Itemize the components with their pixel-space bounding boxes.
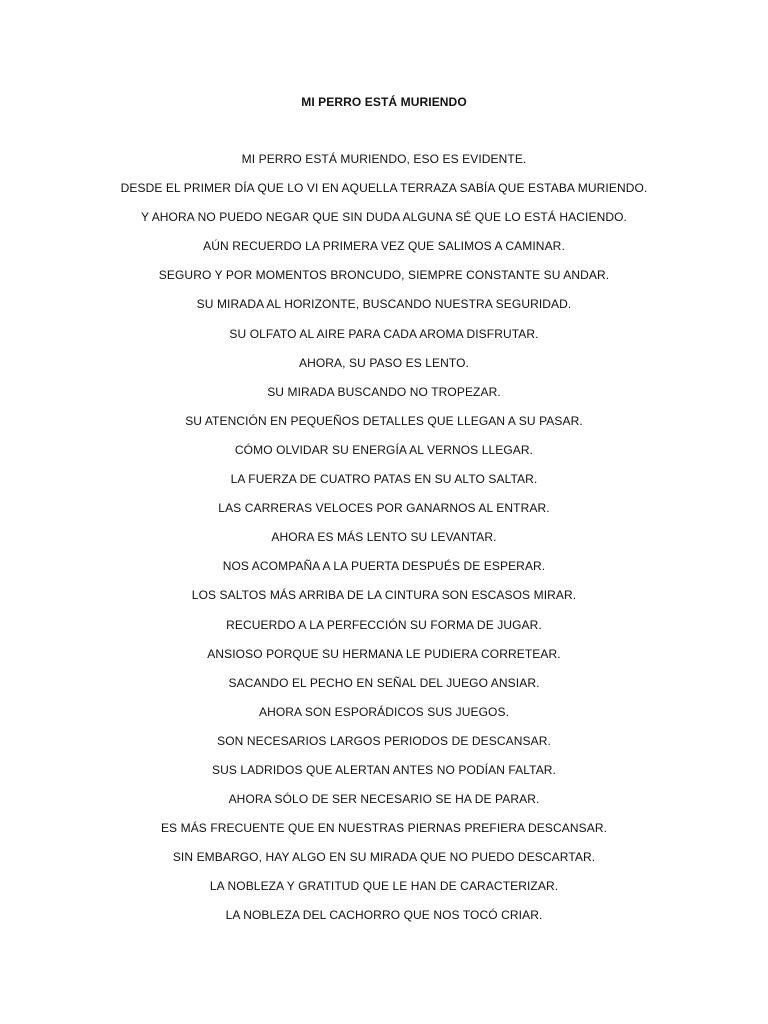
poem-line: SU MIRADA AL HORIZONTE, BUSCANDO NUESTRA SEGURIDAD. — [196, 297, 572, 312]
poem-line: SU OLFATO AL AIRE PARA CADA AROMA DISFRUTAR. — [229, 326, 539, 341]
poem-line: LA FUERZA DE CUATRO PATAS EN SU ALTO SALTAR. — [230, 472, 538, 487]
poem-line: AHORA SON ESPORÁDICOS SUS JUEGOS. — [258, 704, 510, 719]
poem-body — [0, 150, 768, 936]
poem-line: LA NOBLEZA Y GRATITUD QUE LE HAN DE CARACTERIZAR. — [209, 879, 559, 894]
poem-line: ES MÁS FRECUENTE QUE EN NUESTRAS PIERNAS PREFIERA DESCANSAR. — [160, 821, 608, 836]
poem-line: AHORA SÓLO DE SER NECESARIO SE HA DE PARAR. — [228, 792, 540, 807]
poem-line: LAS CARRERAS VELOCES POR GANARNOS AL ENTRAR. — [218, 501, 550, 516]
poem-line: MI PERRO ESTÁ MURIENDO, ESO ES EVIDENTE. — [241, 152, 527, 166]
poem-line: Y AHORA NO PUEDO NEGAR QUE SIN DUDA ALGUNA SÉ QUE LO ESTÁ HACIENDO. — [141, 210, 627, 225]
poem-line: AHORA, SU PASO ES LENTO. — [298, 355, 469, 370]
poem-line: SEGURO Y POR MOMENTOS BRONCUDO, SIEMPRE CONSTANTE SU ANDAR. — [158, 268, 610, 283]
poem-line: SON NECESARIOS LARGOS PERIODOS DE DESCANSAR. — [217, 733, 551, 748]
poem-line: LA NOBLEZA DEL CACHORRO QUE NOS TOCÓ CRIAR. — [225, 908, 543, 923]
poem-line: LOS SALTOS MÁS ARRIBA DE LA CINTURA SON ESCASOS MIRAR. — [191, 588, 577, 603]
poem-line: SUS LADRIDOS QUE ALERTAN ANTES NO PODÍAN FALTAR. — [212, 762, 556, 777]
poem-line: SIN EMBARGO, HAY ALGO EN SU MIRADA QUE NO PUEDO DESCARTAR. — [172, 850, 596, 865]
poem-line: AHORA ES MÁS LENTO SU LEVANTAR. — [271, 530, 497, 545]
poem-line: NOS ACOMPAÑA A LA PUERTA DESPUÉS DE ESPERAR. — [222, 559, 546, 574]
poem-line: SACANDO EL PECHO EN SEÑAL DEL JUEGO ANSIAR. — [228, 675, 540, 690]
poem-line: DESDE EL PRIMER DÍA QUE LO VI EN AQUELLA TERRAZA SABÍA QUE ESTABA MURIENDO. — [120, 181, 648, 196]
poem-line: CÓMO OLVIDAR SU ENERGÍA AL VERNOS LLEGAR. — [234, 442, 534, 457]
poem-line: SU ATENCIÓN EN PEQUEÑOS DETALLES QUE LLEGAN A SU PASAR. — [185, 413, 583, 428]
poem-line: ANSIOSO PORQUE SU HERMANA LE PUDIERA CORRETEAR. — [207, 646, 561, 661]
poem-line: RECUERDO A LA PERFECCIÓN SU FORMA DE JUGAR. — [226, 617, 542, 632]
poem-title: MI PERRO ESTÁ MURIENDO — [301, 95, 467, 109]
poem-line: AÚN RECUERDO LA PRIMERA VEZ QUE SALIMOS A CAMINAR. — [203, 239, 565, 254]
poem-line: SU MIRADA BUSCANDO NO TROPEZAR. — [267, 384, 501, 399]
